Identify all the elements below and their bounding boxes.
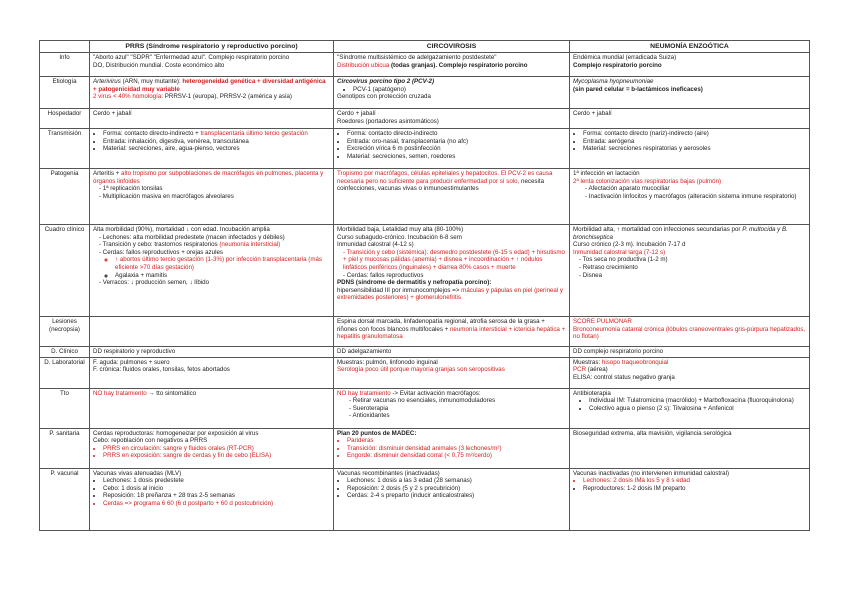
text: F. aguda: pulmones + suero bbox=[93, 358, 170, 366]
list bbox=[573, 130, 806, 153]
list-item: - Retirar vacunas no esenciales, inmunomoduladores bbox=[349, 397, 566, 405]
cell-circo-p-vacunal bbox=[334, 468, 570, 530]
text: Endémica mundial (erradicada Suiza) bbox=[573, 54, 677, 61]
list-item: • Entrada: aerógena bbox=[583, 138, 806, 146]
row-label-p-sanitaria: P. sanitaria bbox=[40, 428, 90, 468]
list bbox=[337, 249, 566, 279]
row-p-sanitaria bbox=[40, 428, 810, 468]
cell-neumonia-d-lab bbox=[570, 357, 810, 388]
list bbox=[93, 256, 330, 279]
list-item: • Transición: disminuir densidad animales (3 lechones/m²) bbox=[347, 445, 566, 453]
text: Arterivirus bbox=[93, 78, 121, 85]
list bbox=[337, 477, 566, 500]
text: PDNS (síndrome de dermatitis y nefropatía porcino): bbox=[337, 279, 492, 287]
list-item: • PRRS en exposición: sangre de cerdas y fin de cebo (ELISA) bbox=[103, 452, 330, 460]
list-item: - Afectación aparato mucociliar bbox=[585, 185, 806, 193]
text: Curso subagudo-crónico. Incubación 6-8 sem bbox=[337, 233, 462, 241]
row-label-hospedador: Hospedador bbox=[40, 109, 90, 129]
text: P. multocida y B. bronchiseptica bbox=[573, 226, 788, 241]
list bbox=[93, 185, 330, 200]
text: DO, Distribución mundial. Coste económico alto bbox=[93, 61, 225, 69]
text: Plan 20 puntos de MADEC: bbox=[337, 429, 417, 437]
cell-prrs-etiologia bbox=[90, 77, 334, 109]
list bbox=[573, 256, 806, 279]
list-item: • Material: secreciones, aire, agua-pienso, vectores bbox=[103, 145, 330, 153]
row-label-d-laboratorial: D. Laboratorial bbox=[40, 357, 90, 388]
cell-neumonia-lesiones bbox=[570, 317, 810, 347]
list bbox=[337, 397, 566, 420]
text-red: 2ª lenta colonización vías respiratorias bajas (pulmón) bbox=[573, 177, 722, 185]
row-etiologia bbox=[40, 77, 810, 109]
list-item: • Parideras bbox=[347, 437, 566, 445]
text: Roedores (portadores asintomáticos) bbox=[337, 117, 439, 125]
list-item: - Tos seca no productiva (1-2 m) bbox=[579, 256, 806, 264]
text: Antibioterapia bbox=[573, 389, 611, 397]
text-red: PCR bbox=[573, 366, 587, 374]
text: Muestras: pulmón, linfonodo inguinal bbox=[337, 358, 438, 366]
header-neumonia: NEUMONÍA ENZOÓTICA bbox=[570, 41, 810, 53]
list-item: ◦ Agalaxia + mamitis bbox=[115, 272, 330, 280]
text-red: máculas y pápulas en piel (perineal y extremidades posteriores) + glomerulonefritis bbox=[337, 286, 563, 302]
text: Inmunidad calostral (4-12 s) bbox=[337, 241, 414, 249]
cell-neumonia-p-vacunal bbox=[570, 468, 810, 530]
row-label-patogenia: Patogenia bbox=[40, 169, 90, 225]
row-label-transmision: Transmisión bbox=[40, 129, 90, 169]
text: Morbilidad baja, Letalidad muy alta (80-100%) bbox=[337, 226, 464, 233]
list bbox=[573, 397, 806, 412]
list-item: • PRRS en circulación: sangre y fluidos orales (RT-PCR) bbox=[103, 445, 330, 453]
cell-prrs-patogenia bbox=[90, 169, 334, 225]
text: "Síndrome multisistémico de adelgazamiento postdestete" bbox=[337, 54, 497, 61]
cell-prrs-lesiones bbox=[90, 317, 334, 347]
row-d-laboratorial bbox=[40, 357, 810, 388]
cell-circo-lesiones bbox=[334, 317, 570, 347]
row-label-etiologia: Etiología bbox=[40, 77, 90, 109]
text-red: Bronconeumonía catarral crónica (lóbulos craneoventrales gris-púrpura hepatizados, no flotan) bbox=[573, 325, 806, 341]
text: ELISA: control status negativo granja bbox=[573, 373, 675, 381]
row-hospedador bbox=[40, 109, 810, 129]
cell-neumonia-patogenia bbox=[570, 169, 810, 225]
cell-neumonia-p-sanitaria: Bioseguridad extrema, alta mavisión, vigilancia serológica bbox=[570, 428, 810, 468]
cell-prrs-transmision bbox=[90, 129, 334, 169]
text: Cerdas reproductoras: homogeneizar por exposición al virus bbox=[93, 429, 259, 437]
text: Alta morbilidad (90%), mortalidad ↓ con edad. Incubación amplia bbox=[93, 226, 270, 233]
cell-neumonia-tto bbox=[570, 388, 810, 428]
list-item: - Inactivación linfocitos y macrófagos (alteración sistema inmune respiratorio) bbox=[585, 193, 806, 201]
text: Forma: contacto directo-indirecto + bbox=[103, 130, 201, 137]
row-label-cuadro-clinico: Cuadro clínico bbox=[40, 225, 90, 317]
text: Vacunas inactivadas (no intervienen inmunidad calostral) bbox=[573, 469, 730, 477]
text: Cerdo + jabalí bbox=[337, 110, 376, 117]
row-label-lesiones: Lesiones (necropsia) bbox=[40, 317, 90, 347]
text: Morbilidad alta, ↑ mortalidad con infecciones secundarias por bbox=[573, 226, 743, 233]
cell-circo-info bbox=[334, 53, 570, 77]
list-item: - Cerdas: fallos reproductivos bbox=[343, 272, 566, 280]
row-cuadro-clinico bbox=[40, 225, 810, 317]
cell-circo-cuadro bbox=[334, 225, 570, 317]
text: 1ª infección en lactación bbox=[573, 170, 640, 177]
cell-prrs-info bbox=[90, 53, 334, 77]
cell-circo-d-clinico: DD adelgazamiento bbox=[334, 347, 570, 358]
text: Genotipos con protección cruzada bbox=[337, 93, 431, 101]
list-item bbox=[103, 130, 330, 138]
text: Muestras: bbox=[573, 358, 602, 366]
row-p-vacunal bbox=[40, 468, 810, 530]
list-item: • Entrada: oro-nasal, transplacentaria (no afc) bbox=[347, 138, 566, 146]
list-item: • Cerdas: 2-4 s preparto (inducir anticalostrales) bbox=[347, 492, 566, 500]
list bbox=[573, 477, 806, 492]
row-d-clinico bbox=[40, 347, 810, 358]
list-item: - Antioxidantes bbox=[349, 412, 566, 420]
row-label-info: Info bbox=[40, 53, 90, 77]
text bbox=[573, 366, 806, 374]
list-item: • Reposición: 18 preñanza + 28 tras 2-5 semanas bbox=[103, 492, 330, 500]
cell-prrs-p-sanitaria bbox=[90, 428, 334, 468]
header-row bbox=[40, 41, 810, 53]
text-red: NO hay tratamiento bbox=[93, 389, 147, 397]
row-label-p-vacunal: P. vacunal bbox=[40, 468, 90, 530]
list-item: - 1ª replicación tonsilas bbox=[99, 185, 330, 193]
list-item: • Entrada: inhalación, digestiva, venérea, transcutánea bbox=[103, 138, 330, 146]
text-red: Inmunidad calostral larga (7-12 s) bbox=[573, 248, 666, 256]
list bbox=[93, 234, 330, 257]
list-item: - Cerdas: fallos reproductivos + orejas azules bbox=[99, 249, 330, 257]
list-item: ◦ ↑ abortos último tercio gestación (1-3%) por infección transplacentaria (más eficiente >70 días gestación) bbox=[115, 256, 330, 271]
row-lesiones bbox=[40, 317, 810, 347]
text-red: 2 virus < 40% homología bbox=[93, 93, 162, 101]
text: Mycoplasma hyopneumoniae bbox=[573, 78, 654, 85]
list bbox=[93, 279, 330, 287]
text: Curso crónico (2-3 m). Incubación 7-17 d bbox=[573, 241, 686, 249]
text: Transición y cebo: trastornos respiratorios bbox=[102, 241, 220, 249]
cell-prrs-tto bbox=[90, 388, 334, 428]
cell-circo-hospedador bbox=[334, 109, 570, 129]
text: necesita coinfecciones, vacunas vivas o inmunoestimulantes bbox=[337, 177, 545, 193]
text: (ARN, muy mutante): bbox=[120, 78, 183, 85]
text: → tto sintomático bbox=[146, 389, 197, 397]
list-item: • Material: secreciones respiratorias y aerosoles bbox=[583, 145, 806, 153]
row-label-d-clinico: D. Clínico bbox=[40, 347, 90, 358]
list-item: - Sueroterapia bbox=[349, 405, 566, 413]
list-item: • Individual IM: Tulatromicina (macrólido) + Marbofloxacina (fluoroquinolona) bbox=[589, 397, 806, 405]
cell-circo-patogenia bbox=[334, 169, 570, 225]
text: F. crónica: fluidos orales, tonsilas, fetos abortados bbox=[93, 366, 230, 374]
text: Arteritis + bbox=[93, 170, 122, 177]
cell-prrs-cuadro bbox=[90, 225, 334, 317]
list-item: • Cerdas => programa 6 60 (6 d postparto + 60 d postcubrición) bbox=[103, 500, 330, 508]
text-red: Distribución ubicua bbox=[337, 61, 390, 69]
text-red: Tropismo por macrófagos, células epiteliales y hepatocitos. El PCV-2 es causa necesaria pero no suficiente para producir enfermedad por sí solo, bbox=[337, 170, 553, 185]
text bbox=[337, 287, 566, 302]
text bbox=[93, 78, 330, 93]
cell-neumonia-etiologia bbox=[570, 77, 810, 109]
list-item: • Reposición: 2 dosis (5 y 2 s precubrición) bbox=[347, 485, 566, 493]
text-red: transplacentaria último tercio gestación bbox=[200, 130, 308, 137]
cell-neumonia-info bbox=[570, 53, 810, 77]
list bbox=[337, 437, 566, 460]
comparison-table bbox=[39, 40, 810, 531]
list-item: • Colectivo agua o pienso (2 s): Tilvalosina + Anfenicol bbox=[589, 405, 806, 413]
text bbox=[93, 93, 330, 101]
text: : PRRSV-1 (europa), PRRSV-2 (américa y asia) bbox=[161, 93, 292, 101]
cell-neumonia-hospedador: Cerdo + jabalí bbox=[570, 109, 810, 129]
list-item: • Cebo: 1 dosis al inicio bbox=[103, 485, 330, 493]
text: Complejo respiratorio porcino bbox=[573, 61, 662, 69]
text-red: neumonía intersticial + ictericia hepática + hepatitis granulomatosa bbox=[337, 325, 566, 341]
list-item: • Forma: contacto directo-indirecto bbox=[347, 130, 566, 138]
text bbox=[93, 170, 330, 185]
text-red: hisopo traqueobronquial bbox=[601, 358, 669, 366]
text: hipersensibilidad III por inmunocomplejos => bbox=[337, 286, 462, 294]
cell-circo-d-lab bbox=[334, 357, 570, 388]
list bbox=[573, 185, 806, 200]
list-item: • Forma: contacto directo (nariz)-indirecto (aire) bbox=[583, 130, 806, 138]
list-item: - Disnea bbox=[579, 272, 806, 280]
cell-neumonia-transmision bbox=[570, 129, 810, 169]
text-red: Serología poco útil porque mayoría granjas son seropositivas bbox=[337, 366, 505, 374]
row-patogenia bbox=[40, 169, 810, 225]
list-item bbox=[99, 241, 330, 249]
cell-circo-tto bbox=[334, 388, 570, 428]
cell-neumonia-cuadro bbox=[570, 225, 810, 317]
list bbox=[93, 445, 330, 460]
list bbox=[337, 130, 566, 160]
list bbox=[93, 477, 330, 507]
row-label-tto: Tto bbox=[40, 388, 90, 428]
cell-prrs-p-vacunal bbox=[90, 468, 334, 530]
list-item: • Lechones: 1 dosis a las 3 edad (28 semanas) bbox=[347, 477, 566, 485]
cell-circo-etiologia bbox=[334, 77, 570, 109]
list-item: - Lechones: alta morbilidad predestete (macen infectados y débiles) bbox=[99, 234, 330, 242]
row-transmision bbox=[40, 129, 810, 169]
text: Cebo: repoblación con negativos a PRRS bbox=[93, 437, 208, 445]
list-item: • Excreción vírica 6 m postinfección bbox=[347, 145, 566, 153]
text: (sin pared celular = b-lactámicos ineficaces) bbox=[573, 85, 703, 93]
list-item: • Material: secreciones, semen, roedores bbox=[347, 153, 566, 161]
row-info bbox=[40, 53, 810, 77]
list bbox=[337, 86, 566, 94]
list-item: • Lechones: 1 dosis predestete bbox=[103, 477, 330, 485]
header-circovirosis: CIRCOVIROSIS bbox=[334, 41, 570, 53]
list-item: • Reproductores: 1-2 dosis IM preparto bbox=[583, 485, 806, 493]
list-item: - Transición y cebo (sistémica): desmedro postdestete (6-15 s edad) + hirsutismo + piel y mucosas pálidas (anemia) + disnea + incoordinación + ↑ nódulos linfáticos periféricos (inguinales) + diarrea 80% casos + muerte bbox=[343, 249, 566, 272]
text: (aérea) bbox=[586, 366, 608, 374]
text-red: (neumonía intersticial) bbox=[219, 241, 281, 249]
text: Vacunas vivas atenuadas (MLV) bbox=[93, 469, 182, 477]
list-item: - Multiplicación masiva en macrófagos alveolares bbox=[99, 193, 330, 201]
text: (todas granjas). Complejo respiratorio porcino bbox=[389, 61, 528, 69]
text-red: alto tropismo por subpoblaciones de macrófagos en pulmones, placenta y órganos linfoides bbox=[93, 170, 324, 185]
list-item: - Retraso crecimiento bbox=[579, 264, 806, 272]
text-red: NO hay tratamiento bbox=[337, 389, 391, 397]
cell-prrs-d-clinico: DD respiratorio y reproductivo bbox=[90, 347, 334, 358]
text-red: heterogeneidad genética + diversidad antigénica + patogenicidad muy variable bbox=[93, 78, 326, 93]
text: Vacunas recombinantes (inactivadas) bbox=[337, 469, 440, 477]
text: Circovirus porcino tipo 2 (PCV-2) bbox=[337, 78, 435, 85]
text bbox=[337, 62, 566, 70]
cell-prrs-hospedador: Cerdo + jabalí bbox=[90, 109, 334, 129]
list-item: • Lechones: 2 dosis IMa los 5 y 8 s edad bbox=[583, 477, 806, 485]
cell-circo-transmision bbox=[334, 129, 570, 169]
cell-circo-p-sanitaria bbox=[334, 428, 570, 468]
list-item: • Engorde: disminuir densidad corral (< 0,75 m²/cerdo) bbox=[347, 452, 566, 460]
row-tto bbox=[40, 388, 810, 428]
header-empty bbox=[40, 41, 90, 53]
text bbox=[573, 226, 806, 241]
list-item: - Verracos: ↓ producción semen, ↓ líbido bbox=[99, 279, 330, 287]
text: "Aborto azul" "SDPR" "Enfermedad azul". Complejo respiratorio porcino bbox=[93, 54, 290, 61]
text bbox=[337, 390, 566, 398]
text bbox=[573, 359, 806, 367]
list bbox=[93, 130, 330, 153]
cell-prrs-d-lab bbox=[90, 357, 334, 388]
header-prrs: PRRS (Síndrome respiratorio y reproductivo porcino) bbox=[90, 41, 334, 53]
text-red: SCORE PULMONAR bbox=[573, 318, 632, 325]
cell-neumonia-d-clinico: DD complejo respiratorio porcino bbox=[570, 347, 810, 358]
text: -> Evitar activación macrófagos: bbox=[390, 389, 481, 397]
text: Espina dorsal marcada, linfadenopatía regional, atrofia serosa de la grasa + riñones con focos blancos multifocales + bbox=[337, 318, 545, 333]
list-item: • PCV-1 (apatógeno) bbox=[353, 86, 566, 94]
